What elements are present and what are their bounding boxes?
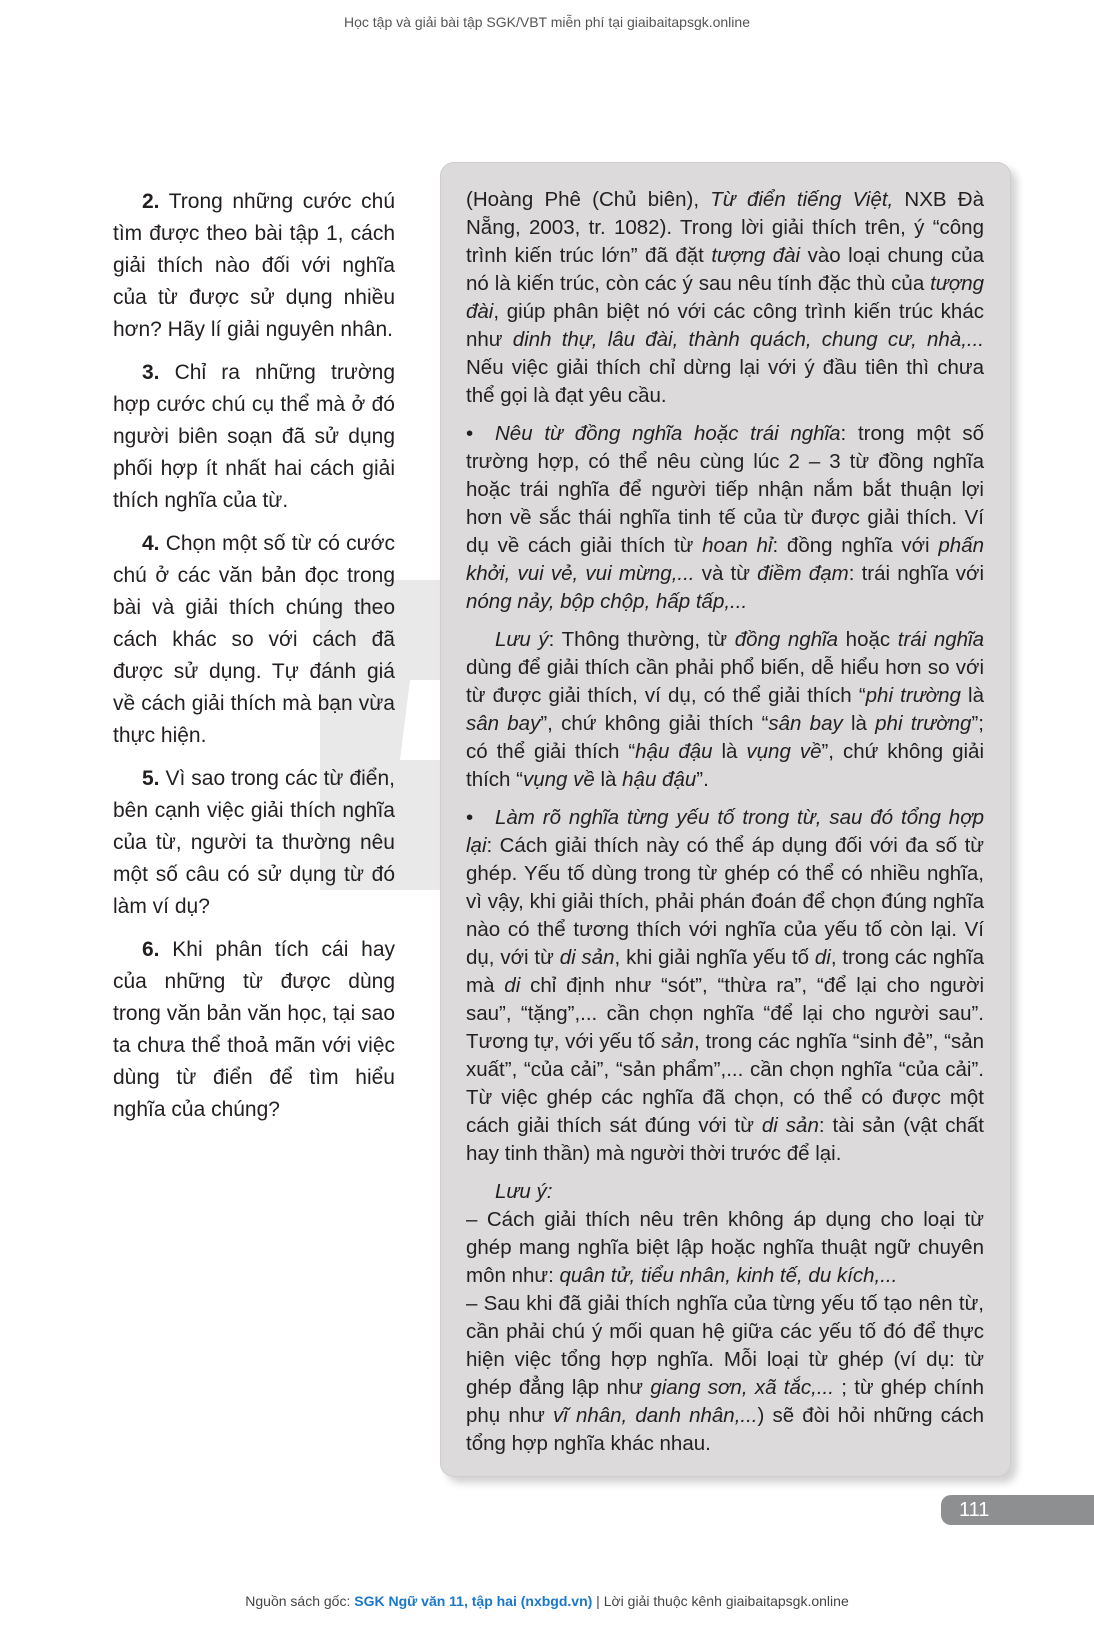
knowledge-box-text: [466, 186, 984, 1468]
box-bullet-synonyms: • Nêu từ đồng nghĩa hoặc trái nghĩa: trong một số trường hợp, có thể nêu cùng lúc 2 – 3 từ đồng nghĩa hoặc trái nghĩa để người tiếp nhận nắm bắt thuận lợi hơn về sắc thái nghĩa tinh tế của từ được giải thích. Ví dụ về cách giải thích từ hoan hỉ: đồng nghĩa với phấn khởi, vui vẻ, vui mừng,... và từ điềm đạm: trái nghĩa với nóng nảy, bộp chộp, hấp tấp,...: [466, 420, 984, 616]
page-footer: [0, 1593, 1094, 1609]
box-note-1: Lưu ý: Thông thường, từ đồng nghĩa hoặc trái nghĩa dùng để giải thích cần phải phổ biến, dễ hiểu hơn so với từ được giải thích, ví dụ, có thể giải thích “phi trường là sân bay”, chứ không giải thích “sân bay là phi trường”; có thể giải thích “hậu đậu là vụng về”, chứ không giải thích “vụng về là hậu đậu”.: [466, 628, 985, 791]
box-paragraph-1: (Hoàng Phê (Chủ biên), Từ điển tiếng Việt, NXB Đà Nẵng, 2003, tr. 1082). Trong lời giải thích trên, ý “công trình kiến trúc lớn” đã đặt tượng đài vào loại chung của nó là kiến trúc, còn các ý sau nêu tính đặc thù của tượng đài, giúp phân biệt nó với các công trình kiến trúc khác như dinh thự, lâu đài, thành quách, chung cư, nhà,... Nếu việc giải thích chỉ dừng lại với ý đầu tiên thì chưa thể gọi là đạt yêu cầu.: [466, 188, 985, 407]
question-5: 5. Vì sao trong các từ điển, bên cạnh việc giải thích nghĩa của từ, người ta thường nêu một số câu có sử dụng từ đó làm ví dụ?: [113, 767, 395, 918]
footer-suffix: | Lời giải thuộc kênh giaibaitapsgk.online: [592, 1593, 849, 1609]
question-4: 4. Chọn một số từ có cước chú ở các văn bản đọc trong bài và giải thích chúng theo cách khác so với cách đã được sử dụng. Tự đánh giá về cách giải thích mà bạn vừa thực hiện.: [113, 532, 395, 747]
page-header: Học tập và giải bài tập SGK/VBT miễn phí tại giaibaitapsgk.online: [344, 14, 750, 30]
box-note-2-item-2: – Sau khi đã giải thích nghĩa của từng yếu tố tạo nên từ, cần phải chú ý mối quan hệ giữa các yếu tố đó để thực hiện việc tổng hợp nghĩa. Mỗi loại từ ghép (ví dụ: từ ghép đẳng lập như giang sơn, xã tắc,... ; từ ghép chính phụ như vĩ nhân, danh nhân,...) sẽ đòi hỏi những cách tổng hợp nghĩa khác nhau.: [466, 1292, 984, 1455]
footer-prefix: Nguồn sách gốc:: [245, 1593, 355, 1609]
source-book-link[interactable]: SGK Ngữ văn 11, tập hai (nxbgd.vn): [354, 1593, 593, 1609]
question-6: 6. Khi phân tích cái hay của những từ được dùng trong văn bản văn học, tại sao ta chưa thể thoả mãn với việc dùng từ điển để tìm hiểu nghĩa của chúng?: [113, 938, 395, 1121]
question-2: 2. Trong những cước chú tìm được theo bài tập 1, cách giải thích nào đối với nghĩa của từ được sử dụng nhiều hơn? Hãy lí giải nguyên nhân.: [113, 190, 395, 341]
exercise-questions: [113, 186, 395, 1137]
box-bullet-components: • Làm rõ nghĩa từng yếu tố trong từ, sau đó tổng hợp lại: Cách giải thích này có thể áp dụng đối với đa số từ ghép. Yếu tố dùng trong từ ghép có thể có nhiều nghĩa, vì vậy, khi giải thích, phải phán đoán để chọn đúng nghĩa nào có thể tương thích với nghĩa của yếu tố còn lại. Ví dụ, với từ di sản, khi giải nghĩa yếu tố di, trong các nghĩa mà di chỉ định như “sót”, “thừa ra”, “để lại cho người sau”, “tặng”,... cần chọn nghĩa “để lại cho người sau”. Tương tự, với yếu tố sản, trong các nghĩa “sinh đẻ”, “sản xuất”, “của cải”, “sản phẩm”,... cần chọn nghĩa “của cải”. Từ việc ghép các nghĩa đã chọn, có thể có được một cách giải thích sát đúng với từ di sản: tài sản (vật chất hay tinh thần) mà người thời trước để lại.: [466, 804, 984, 1168]
box-note-2-label: Lưu ý:: [495, 1180, 553, 1203]
page-number: 111: [941, 1495, 1094, 1525]
question-3: 3. Chỉ ra những trường hợp cước chú cụ thể mà ở đó người biên soạn đã sử dụng phối hợp ít nhất hai cách giải thích nghĩa của từ.: [113, 361, 395, 512]
box-note-2-item-1: – Cách giải thích nêu trên không áp dụng cho loại từ ghép mang nghĩa biệt lập hoặc nghĩa thuật ngữ chuyên môn như: quân tử, tiểu nhân, kinh tế, du kích,...: [466, 1208, 984, 1287]
